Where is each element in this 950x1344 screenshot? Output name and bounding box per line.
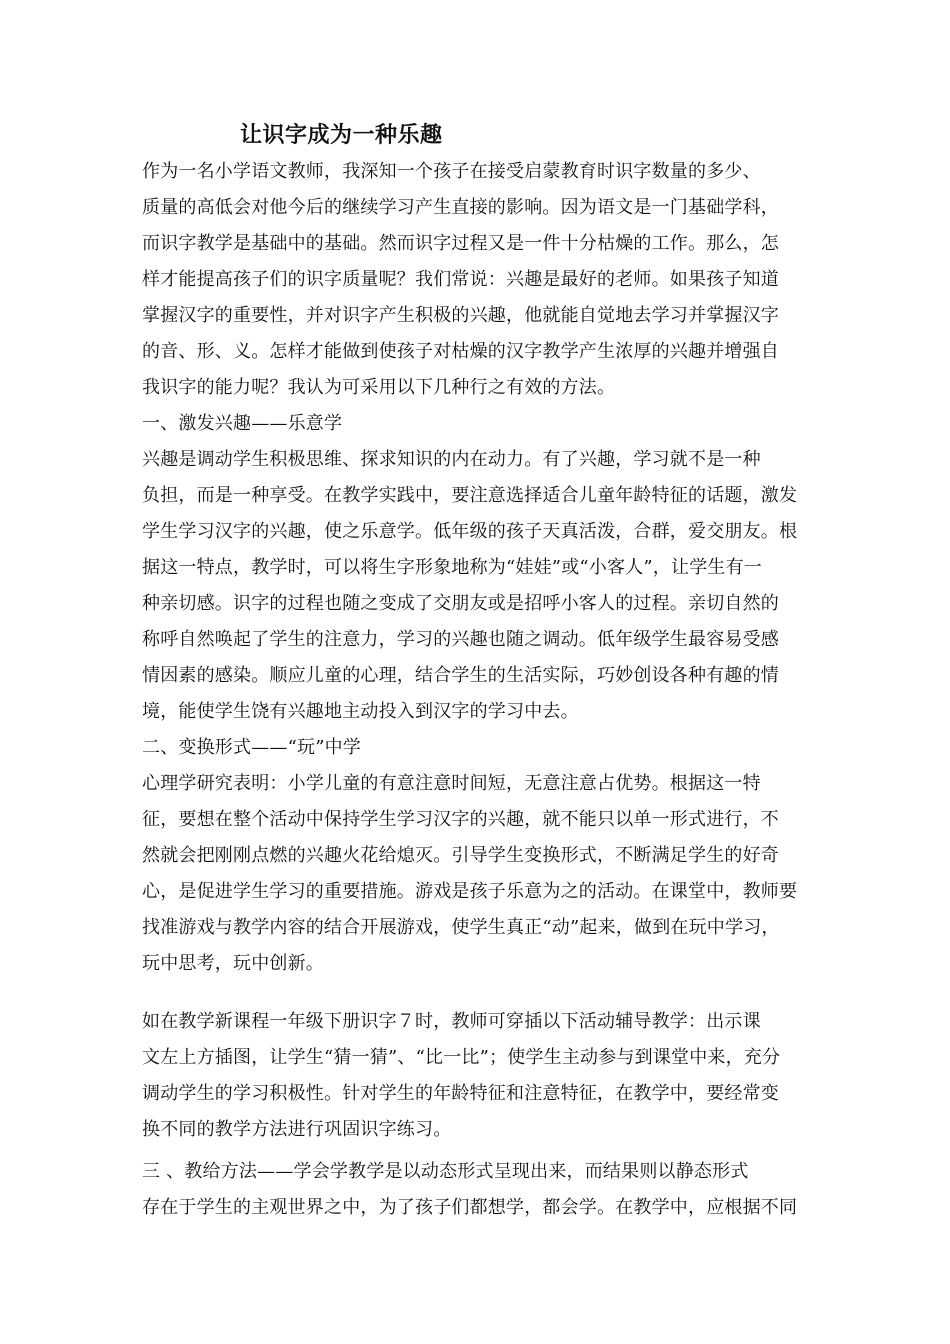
paragraph-line: 玩中思考，玩中创新。 xyxy=(142,953,324,974)
paragraph-line: 情因素的感染。顺应儿童的心理，结合学生的生活实际，巧妙创设各种有趣的情 xyxy=(142,665,779,686)
paragraph-line: 如在教学新课程一年级下册识字７时，教师可穿插以下活动辅导教学：出示课 xyxy=(142,1011,761,1032)
paragraph-line: 征，要想在整个活动中保持学生学习汉字的兴趣，就不能只以单一形式进行，不 xyxy=(142,809,779,830)
paragraph-line: 文左上方插图，让学生“猜一猜”、“比一比”；使学生主动参与到课堂中来，充分 xyxy=(142,1047,781,1068)
paragraph-line: 心，是促进学生学习的重要措施。游戏是孩子乐意为之的活动。在课堂中，教师要 xyxy=(142,881,798,902)
paragraph-line: 负担，而是一种享受。在教学实践中，要注意选择适合儿童年龄特征的话题，激发 xyxy=(142,485,798,506)
paragraph-line: 兴趣是调动学生积极思维、探求知识的内在动力。有了兴趣，学习就不是一种 xyxy=(142,449,761,470)
paragraph-line: 样才能提高孩子们的识字质量呢？我们常说：兴趣是最好的老师。如果孩子知道 xyxy=(142,269,779,290)
section-heading: 三 、教给方法——学会学教学是以动态形式呈现出来，而结果则以静态形式 xyxy=(142,1161,749,1182)
section-heading: 二、变换形式——“玩”中学 xyxy=(142,737,362,758)
paragraph-line: 存在于学生的主观世界之中，为了孩子们都想学，都会学。在教学中，应根据不同 xyxy=(142,1197,798,1218)
paragraph-line: 作为一名小学语文教师，我深知一个孩子在接受启蒙教育时识字数量的多少、 xyxy=(142,161,761,182)
paragraph-line: 调动学生的学习积极性。针对学生的年龄特征和注意特征，在教学中，要经常变 xyxy=(142,1083,779,1104)
section-heading: 一、激发兴趣——乐意学 xyxy=(142,413,343,434)
paragraph-line: 换不同的教学方法进行巩固识字练习。 xyxy=(142,1119,452,1140)
paragraph-line: 境，能使学生饶有兴趣地主动投入到汉字的学习中去。 xyxy=(142,701,579,722)
paragraph-line: 而识字教学是基础中的基础。然而识字过程又是一件十分枯燥的工作。那么，怎 xyxy=(142,233,779,254)
paragraph-line: 然就会把刚刚点燃的兴趣火花给熄灭。引导学生变换形式，不断满足学生的好奇 xyxy=(142,845,779,866)
paragraph-line: 掌握汉字的重要性，并对识字产生积极的兴趣，他就能自觉地去学习并掌握汉字 xyxy=(142,305,779,326)
paragraph-line: 的音、形、义。怎样才能做到使孩子对枯燥的汉字教学产生浓厚的兴趣并增强自 xyxy=(142,341,779,362)
paragraph-line: 心理学研究表明：小学儿童的有意注意时间短，无意注意占优势。根据这一特 xyxy=(142,773,761,794)
paragraph-line: 找准游戏与教学内容的结合开展游戏，使学生真正“动”起来，做到在玩中学习， xyxy=(142,917,780,938)
paragraph-line: 种亲切感。识字的过程也随之变成了交朋友或是招呼小客人的过程。亲切自然的 xyxy=(142,593,779,614)
document-title: 让识字成为一种乐趣 xyxy=(240,122,443,148)
paragraph-line: 称呼自然唤起了学生的注意力，学习的兴趣也随之调动。低年级学生最容易受感 xyxy=(142,629,779,650)
paragraph-line: 质量的高低会对他今后的继续学习产生直接的影响。因为语文是一门基础学科， xyxy=(142,197,779,218)
paragraph-line: 我识字的能力呢？我认为可采用以下几种行之有效的方法。 xyxy=(142,377,616,398)
paragraph-line: 据这一特点，教学时，可以将生字形象地称为“娃娃”或“小客人”，让学生有一 xyxy=(142,557,763,578)
paragraph-line: 学生学习汉字的兴趣，使之乐意学。低年级的孩子天真活泼，合群，爱交朋友。根 xyxy=(142,521,798,542)
